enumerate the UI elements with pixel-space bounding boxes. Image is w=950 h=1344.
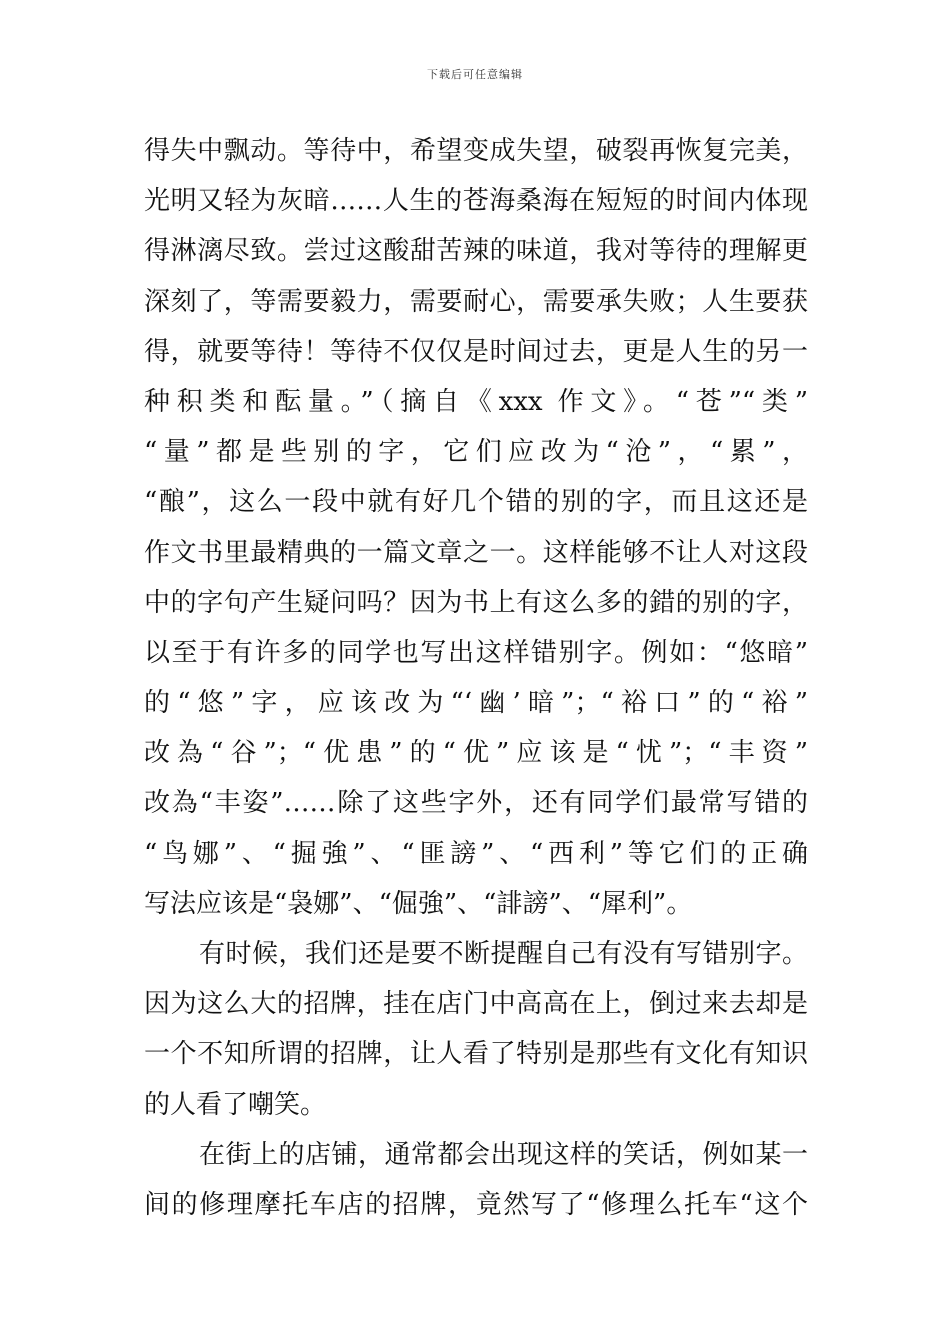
text-line: 有时候，我们还是要不断提醒自己有没有写错别字。 (199, 939, 808, 969)
text-line: 在街上的店铺，通常都会出现这样的笑话，例如某一 (199, 1139, 808, 1170)
text-line: 得，就要等待！等待不仅仅是时间过去，更是人生的另一 (144, 336, 808, 367)
text-line: 写法应该是“袅娜”、“倔強”、“誹謗”、“犀利”。 (144, 888, 693, 919)
text-line: 一个不知所谓的招牌，让人看了特别是那些有文化有知识 (144, 1039, 808, 1070)
text-line: “鸟娜”、“掘強”、“匪謗”、“西利”等它们的正确 (144, 838, 808, 869)
document-body (144, 126, 808, 1230)
text-line: 改為“丰姿”……除了这些字外，还有同学们最常写错的 (144, 788, 808, 819)
text-line: 间的修理摩托车店的招牌，竟然写了“修理么托车“这个 (144, 1189, 808, 1220)
text-line: 以至于有许多的同学也写出这样错别字。例如：“悠暗” (144, 637, 808, 668)
text-line: 作文书里最精典的一篇文章之一。这样能够不让人对这段 (144, 537, 808, 568)
text-line: 深刻了，等需要毅力，需要耐心，需要承失败；人生要获 (144, 286, 808, 317)
text-line: 中的字句产生疑问吗？因为书上有这么多的錯的别的字， (144, 587, 808, 618)
text-line: 的人看了嘲笑。 (144, 1089, 327, 1120)
text-line: 光明又轻为灰暗……人生的苍海桑海在短短的时间内体现 (144, 186, 808, 217)
page-header: 下载后可任意编辑 (427, 68, 523, 81)
text-line: 得失中飘动。等待中，希望变成失望，破裂再恢复完美， (144, 136, 808, 166)
text-line: 改為“谷”；“优患”的“优”应该是“忧”；“丰资” (144, 738, 808, 769)
text-line: 得淋漓尽致。尝过这酸甜苦辣的味道，我对等待的理解更 (144, 236, 808, 267)
text-line: 因为这么大的招牌，挂在店门中高高在上，倒过来去却是 (144, 989, 808, 1020)
text-line: “量”都是些别的字，它们应改为“沧”，“累”， (144, 437, 808, 468)
text-line: “酿”，这么一段中就有好几个错的别的字，而且这还是 (144, 487, 808, 518)
text-line: 的“悠”字，应该改为“‘幽’暗”；“裕口”的“裕” (144, 688, 808, 719)
text-line: 种积类和酝量。”（摘自《xxx 作文》。“苍”“类” (144, 386, 808, 417)
